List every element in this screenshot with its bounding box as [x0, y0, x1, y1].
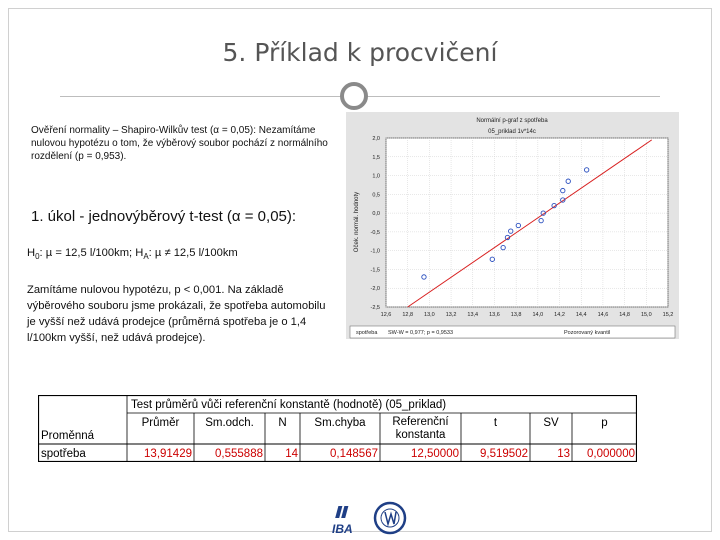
plot-title: Normální p-graf z spotřeba [476, 118, 548, 124]
plot-y-tick-label: 0,0 [372, 211, 380, 218]
plot-x-tick-label: 14,6 [597, 312, 609, 318]
plot-x-tick-label: 15,2 [662, 312, 674, 318]
plot-y-tick-label: -1,5 [370, 267, 380, 274]
conclusion-text: Zamítáme nulovou hypotézu, p < 0,001. Na základě výběrového souboru jsme prokázali, že spotřeba automobilu je vyšší než udává prodejce (průměrná spotřeba je o 1,4 l/100km vyšší, než udává prodejce). [27, 284, 326, 344]
plot-y-tick-label: 0,5 [372, 192, 380, 199]
plot-x-tick-label: 13,6 [489, 312, 500, 318]
table-value-cell: 13 [557, 448, 570, 460]
plot-x-tick-label: 14,2 [554, 312, 565, 318]
plot-y-axis-label: Oček. normál. hodnoty [354, 191, 360, 253]
plot-y-tick-label: 1,5 [372, 154, 380, 161]
table-header-cell: Sm.chyba [314, 417, 366, 429]
plot-x-tick-label: 14,0 [532, 312, 544, 318]
logo-group [330, 500, 410, 536]
plot-x-tick-label: 12,6 [380, 312, 392, 318]
table-value-cell: 0,148567 [330, 448, 378, 460]
table-value-cell: 14 [285, 448, 298, 460]
iba-logo [332, 506, 353, 536]
plot-x-tick-label: 13,4 [467, 312, 479, 318]
table-header-cell: SV [543, 417, 559, 429]
iba-logo-text: IBA [332, 522, 353, 536]
plot-legend-variable: spotřeba [356, 330, 378, 336]
ring-ornament-icon [340, 82, 368, 110]
university-seal-icon [375, 503, 405, 533]
plot-area [386, 138, 668, 307]
task-heading: 1. úkol - jednovýběrový t-test (α = 0,05): [31, 208, 297, 225]
table-value-cell: 9,519502 [480, 448, 528, 460]
plot-subtitle: 05_priklad 1v*14c [488, 129, 536, 135]
t-test-table [38, 395, 637, 462]
plot-x-axis-label: Pozorovaný kvantil [564, 330, 611, 336]
table-header-cell: Referenční konstanta [392, 416, 449, 441]
table-header-cell: p [601, 417, 608, 429]
table-caption: Test průměrů vůči referenční konstantě (hodnotě) (05_priklad) [131, 399, 447, 411]
plot-y-tick-label: -0,5 [370, 229, 380, 236]
table-header-cell: t [493, 417, 498, 429]
table-value-cell: 12,50000 [411, 448, 459, 460]
plot-x-tick-label: 13,8 [510, 312, 522, 318]
slide-title: 5. Příklad k procvičení [222, 38, 498, 67]
table-row-label-header: Proměnná [41, 430, 95, 442]
normality-test-text: Ověření normality – Shapiro-Wilkův test (α = 0,05): Nezamítáme nulovou hypotézu o tom, že výběrový soubor pochází z normálního rozdělení (p = 0,953). [31, 125, 328, 162]
plot-y-tick-label: -1,0 [370, 248, 380, 255]
plot-x-tick-label: 15,0 [640, 312, 652, 318]
table-value-cell: 0,000000 [587, 448, 635, 460]
plot-x-tick-label: 13,0 [424, 312, 435, 318]
plot-y-tick-label: 2,0 [372, 136, 380, 142]
table-header-cell: N [278, 417, 287, 429]
plot-x-tick-label: 13,2 [445, 312, 457, 318]
plot-legend-statistic: SW-W = 0,977; p = 0,9533 [388, 330, 454, 336]
plot-x-tick-label: 14,8 [619, 312, 630, 318]
plot-x-tick-label: 12,8 [402, 312, 414, 318]
table-header-cell: Průměr [141, 417, 180, 429]
hypotheses-text: $H_0$: µ = 12,5 l/100km; $H_A$: µ ≠ 12,5 l/100km [27, 247, 238, 262]
plot-y-tick-label: 1,0 [372, 173, 380, 180]
plot-x-tick-label: 14,4 [575, 312, 587, 318]
table-row-name: spotřeba [41, 448, 86, 460]
table-value-cell: 0,555888 [215, 448, 263, 460]
table-header-cell: Sm.odch. [205, 417, 254, 429]
plot-y-tick-label: -2,5 [370, 305, 380, 311]
plot-y-tick-label: -2,0 [370, 286, 380, 293]
table-value-cell: 13,91429 [144, 448, 192, 460]
normal-probability-plot [346, 112, 679, 339]
